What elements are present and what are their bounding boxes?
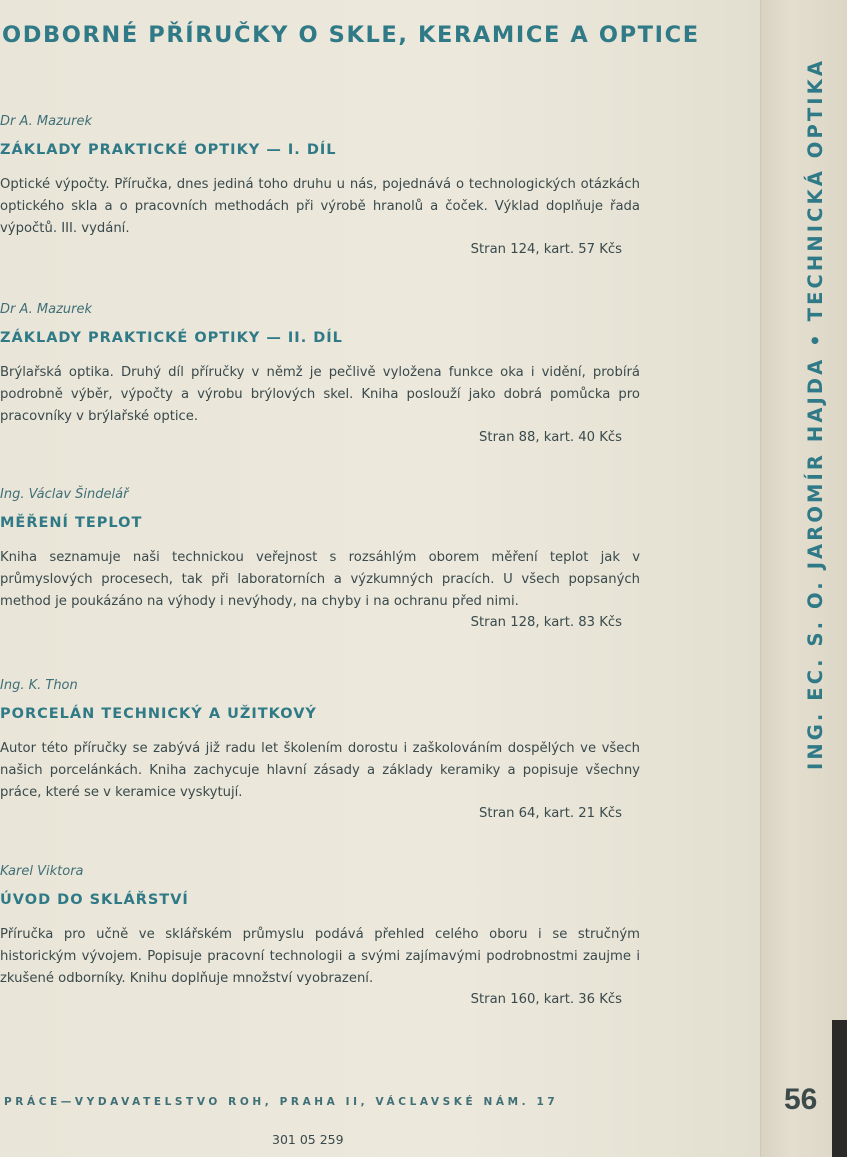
- book-price: Stran 88, kart. 40 Kčs: [479, 430, 622, 445]
- book-description: Optické výpočty. Příručka, dnes jediná toho druhu u nás, pojednává o technologických otázkách optického skla a o pracovních methodách při výrobě hranolů a čoček. Výklad doplňuje řada výpočtů. III. vydání.: [0, 177, 640, 236]
- page-title: ODBORNÉ PŘÍRUČKY O SKLE, KERAMICE A OPTICE: [2, 22, 700, 48]
- book-author: Ing. Václav Šindelář: [0, 487, 129, 502]
- spine-title: ING. EC. S. O. JAROMÍR HAJDA • TECHNICKÁ OPTIKA: [804, 57, 827, 770]
- book-entry: [0, 487, 640, 630]
- book-description: Autor této příručky se zabývá již radu let školením dorostu i zaškolováním dospělých ve všech našich porcelánkách. Kniha zachycuje hlavní zásady a základy keramiky a popisuje všechny práce, které se v keramice vyskytují.: [0, 741, 640, 800]
- book-entry: [0, 302, 640, 445]
- book-price: Stran 64, kart. 21 Kčs: [479, 806, 622, 821]
- book-author: Karel Viktora: [0, 864, 84, 879]
- spine-volume-number: 56: [784, 1083, 818, 1116]
- book-price: Stran 128, kart. 83 Kčs: [470, 615, 622, 630]
- book-author: Ing. K. Thon: [0, 678, 78, 693]
- book-entry: [0, 114, 640, 257]
- book-title: ZÁKLADY PRAKTICKÉ OPTIKY — II. DÍL: [0, 330, 343, 346]
- book-description: Příručka pro učně ve sklářském průmyslu podává přehled celého oboru i se stručným historickým vývojem. Popisuje pracovní technologii a svými zajímavými podrobnostmi zaujme i zkušené odborníky. Knihu doplňuje množství vyobrazení.: [0, 927, 640, 986]
- book-description: Brýlařská optika. Druhý díl příručky v němž je pečlivě vyložena funkce oka i vidění, probírá podrobně výběr, výpočty a výrobu brýlových skel. Kniha poslouží jako dobrá pomůcka pro pracovníky v brýlařské optice.: [0, 365, 640, 424]
- book-price: Stran 160, kart. 36 Kčs: [470, 992, 622, 1007]
- book-title: ÚVOD DO SKLÁŘSTVÍ: [0, 892, 189, 908]
- book-author: Dr A. Mazurek: [0, 302, 93, 317]
- book-entry: [0, 864, 640, 1007]
- publisher-line: PRÁCE—VYDAVATELSTVO ROH, PRAHA II, VÁCLAVSKÉ NÁM. 17: [4, 1096, 559, 1108]
- spine-shadow-edge: [832, 1020, 847, 1157]
- book-entry: [0, 678, 640, 821]
- book-author: Dr A. Mazurek: [0, 114, 93, 129]
- book-title: PORCELÁN TECHNICKÝ A UŽITKOVÝ: [0, 706, 317, 722]
- book-description: Kniha seznamuje naši technickou veřejnost s rozsáhlým oborem měření teplot jak v průmyslových procesech, tak při laboratorních a výzkumných pracích. U všech popsaných method je poukázáno na výhody i nevýhody, na chyby i na ochranu před nimi.: [0, 550, 640, 609]
- book-price: Stran 124, kart. 57 Kčs: [470, 242, 622, 257]
- catalog-code: 301 05 259: [272, 1132, 344, 1147]
- book-title: ZÁKLADY PRAKTICKÉ OPTIKY — I. DÍL: [0, 142, 337, 158]
- book-title: MĚŘENÍ TEPLOT: [0, 515, 143, 531]
